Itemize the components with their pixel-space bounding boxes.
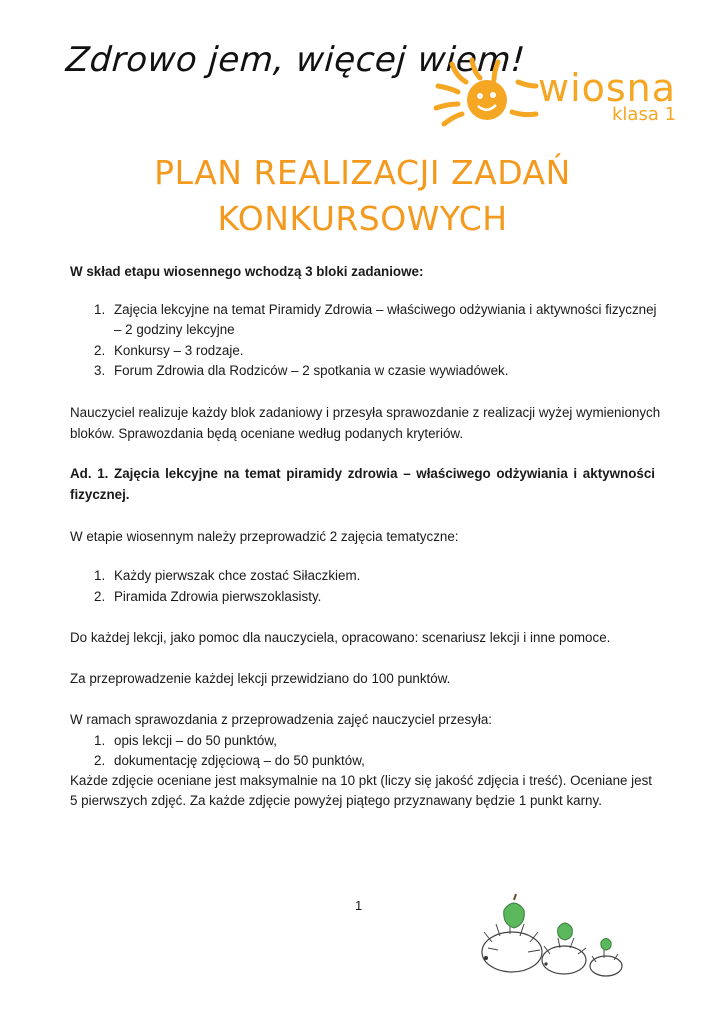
logo-class-label: klasa 1 [612,104,677,125]
photo-rule: 5 pierwszych zdjęć. Za każde zdjęcie powyżej piątego przyznawany będzie 1 punkt karny. [70,793,602,808]
block-number: 1. [94,302,106,317]
page-number: 1 [355,898,363,913]
paragraph-line: Nauczyciel realizuje każdy blok zadaniowy i przesyła sprawozdanie z realizacji wyżej wymienionych [70,405,661,420]
report-item-text: dokumentację zdjęciową – do 50 punktów, [114,753,365,768]
wiosna-logo [432,56,692,128]
block-text: Zajęcia lekcyjne na temat Piramidy Zdrowia – właściwego odżywiania i aktywności fizycznej [114,302,657,317]
block-text: Forum Zdrowia dla Rodziców – 2 spotkania w czasie wywiadówek. [114,363,509,378]
intro-heading: W skład etapu wiosennego wchodzą 3 bloki zadaniowe: [70,264,424,279]
slogan: Zdrowo jem, więcej wiem! [64,40,527,80]
photo-rule: Każde zdjęcie oceniane jest maksymalnie na 10 pkt (liczy się jakość zdjęcia i treść). Oceniane jest [70,773,653,788]
page-title-line2: KONKURSOWYCH [217,199,508,238]
page-title-line1: PLAN REALIZACJI ZADAŃ [154,153,571,192]
block-number: 3. [94,363,106,378]
sun-icon [432,56,542,128]
section-intro: W etapie wiosennym należy przeprowadzić 2 zajęcia tematyczne: [70,529,459,544]
report-item-text: opis lekcji – do 50 punktów, [114,733,278,748]
block-text: Konkursy – 3 rodzaje. [114,343,244,358]
lesson-text: Piramida Zdrowia pierwszoklasisty. [114,589,322,604]
lesson-number: 1. [94,568,106,583]
logo-wordmark: wiosna [538,66,677,110]
hedgehog-large-icon [482,894,542,972]
lesson-text: Każdy pierwszak chce zostać Siłaczkiem. [114,568,361,583]
hedgehog-medium-icon [542,923,586,974]
paragraph-line: bloków. Sprawozdania będą oceniane według podanych kryteriów. [70,426,464,441]
report-item-number: 2. [94,753,106,768]
points-text: Za przeprowadzenie każdej lekcji przewidziano do 100 punktów. [70,671,451,686]
materials-text: Do każdej lekcji, jako pomoc dla nauczyciela, opracowano: scenariusz lekcji i inne pomoce. [70,630,611,645]
hedgehogs-illustration-icon [468,892,628,982]
block-number: 2. [94,343,106,358]
hedgehog-small-icon [590,939,622,977]
block-text: – 2 godziny lekcyjne [114,322,235,337]
lesson-number: 2. [94,589,106,604]
section-heading: fizycznej. [70,487,130,502]
report-intro: W ramach sprawozdania z przeprowadzenia zajęć nauczyciel przesyła: [70,712,492,727]
section-heading: Ad. 1. Zajęcia lekcyjne na temat piramidy zdrowia – właściwego odżywiania i aktywności [70,466,655,481]
report-item-number: 1. [94,733,106,748]
